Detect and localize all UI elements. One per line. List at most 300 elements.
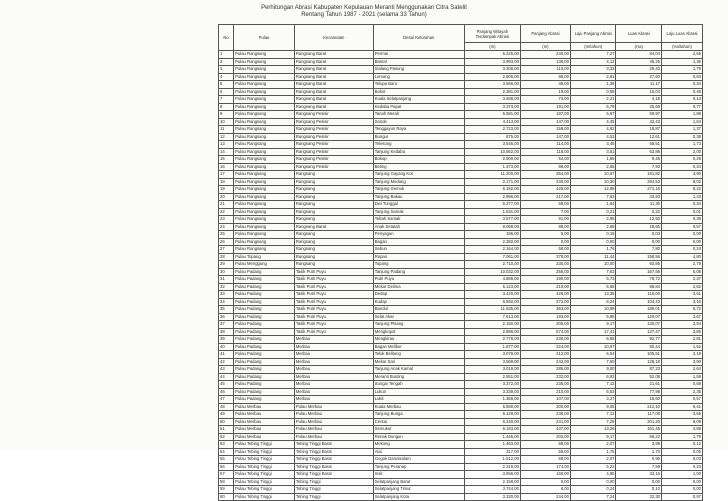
cell-desa: Kuala Merbau [373, 403, 464, 411]
cell-pulau: Pulau Merbau [234, 418, 295, 426]
table-row [219, 238, 703, 246]
abrasion-table [218, 24, 703, 501]
cell-pulau: Pulau Rangsang [234, 133, 295, 141]
cell-laju-luas: 5,08 [662, 268, 703, 276]
cell-laju-luas: 2,55 [662, 51, 703, 59]
cell-laju-panjang: 3,33 [570, 66, 616, 74]
cell-panjang-abrasi: 68,00 [520, 456, 570, 464]
cell-pulau: Pulau Rangsang [234, 73, 295, 81]
cell-luas-abrasi: 43,93 [616, 193, 662, 201]
cell-pulau: Pulau Rangsang [234, 216, 295, 224]
cell-panjang-wilayah: 5.590,00 [464, 403, 520, 411]
cell-panjang-abrasi: 45,00 [520, 81, 570, 89]
cell-panjang-wilayah: 317,00 [464, 448, 520, 456]
table-row [219, 321, 703, 329]
cell-laju-luas: 2,00 [662, 148, 703, 156]
cell-kecamatan: Rangsang [294, 186, 373, 194]
table-row [219, 493, 703, 501]
cell-laju-luas: 4,80 [662, 253, 703, 261]
cell-no: 15 [219, 156, 234, 164]
cell-panjang-wilayah: 1.366,00 [464, 396, 520, 404]
cell-laju-panjang: 1,36 [570, 81, 616, 89]
cell-no: 55 [219, 456, 234, 464]
cell-laju-panjang: 2,07 [570, 441, 616, 449]
cell-desa: Selatpanjang Kota [373, 493, 464, 501]
cell-kecamatan: Merbau [294, 381, 373, 389]
cell-laju-luas: 0,38 [662, 133, 703, 141]
cell-luas-abrasi: 3,99 [616, 441, 662, 449]
cell-laju-panjang: 4,45 [570, 118, 616, 126]
unit-laju-panjang: (m/tahun) [570, 43, 616, 51]
cell-laju-panjang: 13,35 [570, 291, 616, 299]
cell-panjang-abrasi: 7,00 [520, 208, 570, 216]
cell-kecamatan: Pulau Merbau [294, 403, 373, 411]
table-row [219, 261, 703, 269]
cell-laju-luas: 6,09 [662, 418, 703, 426]
cell-pulau: Pulau Rangsang [234, 103, 295, 111]
cell-laju-panjang: 11,44 [570, 253, 616, 261]
cell-kecamatan: Rangsang Barat [294, 81, 373, 89]
cell-laju-panjang: 0,00 [570, 238, 616, 246]
cell-laju-luas: 6,41 [662, 403, 703, 411]
cell-luas-abrasi: 212,10 [616, 403, 662, 411]
table-row [219, 478, 703, 486]
cell-pulau: Pulau Padang [234, 268, 295, 276]
cell-laju-panjang: 2,21 [570, 96, 616, 104]
cell-kecamatan: Rangsang [294, 193, 373, 201]
cell-panjang-wilayah: 6.592,00 [464, 298, 520, 306]
table-row [219, 148, 703, 156]
cell-desa: Kudap [373, 298, 464, 306]
cell-no: 27 [219, 246, 234, 254]
cell-laju-luas: 0,01 [662, 208, 703, 216]
cell-kecamatan: Rangsang [294, 216, 373, 224]
cell-panjang-abrasi: 187,00 [520, 111, 570, 119]
cell-panjang-wilayah: 2.551,00 [464, 373, 520, 381]
table-row [219, 366, 703, 374]
cell-kecamatan: Rangsang Barat [294, 58, 373, 66]
cell-kecamatan: Rangsang Barat [294, 73, 373, 81]
table-row [219, 298, 703, 306]
cell-laju-luas: 5,72 [662, 306, 703, 314]
cell-panjang-abrasi: 58,00 [520, 448, 570, 456]
cell-pulau: Pulau Rangsang [234, 171, 295, 179]
cell-no: 53 [219, 441, 234, 449]
cell-no: 49 [219, 411, 234, 419]
cell-luas-abrasi: 0,00 [616, 238, 662, 246]
cell-luas-abrasi: 18,60 [616, 396, 662, 404]
cell-panjang-wilayah: 2.778,00 [464, 336, 520, 344]
cell-laju-panjang: 5,86 [570, 313, 616, 321]
cell-panjang-abrasi: 235,00 [520, 381, 570, 389]
document-subtitle: Rentang Tahun 1987 - 2021 (selama 33 Tahun) [301, 12, 427, 18]
cell-desa: Semukut [373, 426, 464, 434]
cell-panjang-wilayah: 8.069,00 [464, 223, 520, 231]
cell-kecamatan: Merbau [294, 358, 373, 366]
cell-laju-luas: 0,77 [662, 103, 703, 111]
header-panjang-abrasi: Panjang Abrasi [520, 25, 570, 43]
cell-panjang-abrasi: 240,00 [520, 51, 570, 59]
cell-laju-luas: 1,79 [662, 66, 703, 74]
cell-laju-luas: 3,55 [662, 411, 703, 419]
cell-luas-abrasi: 50,44 [616, 343, 662, 351]
cell-pulau: Pulau Tebing Tinggi [234, 493, 295, 501]
cell-no: 59 [219, 486, 234, 494]
cell-kecamatan: Rangsang Pesisir [294, 163, 373, 171]
cell-kecamatan: Rangsang Barat [294, 66, 373, 74]
cell-luas-abrasi: 52,06 [616, 373, 662, 381]
cell-desa: Mengkirau [373, 336, 464, 344]
cell-desa: Anak Setatah [373, 223, 464, 231]
table-row [219, 471, 703, 479]
cell-luas-abrasi: 45,25 [616, 58, 662, 66]
cell-luas-abrasi: 63,86 [616, 148, 662, 156]
cell-kecamatan: Rangsang Pesisir [294, 148, 373, 156]
cell-desa: Tanjung Anak Kamal [373, 366, 464, 374]
cell-panjang-abrasi: 8,00 [520, 486, 570, 494]
table-row [219, 456, 703, 464]
cell-no: 17 [219, 171, 234, 179]
document-title: Perhitungan Abrasi Kabupaten Kepulauan Meranti Menggunakan Citra Satelit [261, 5, 467, 11]
table-row [219, 336, 703, 344]
table-row [219, 201, 703, 209]
table-row [219, 73, 703, 81]
cell-luas-abrasi: 201,20 [616, 418, 662, 426]
cell-laju-panjang: 12,88 [570, 186, 616, 194]
cell-laju-panjang: 3,51 [570, 148, 616, 156]
cell-panjang-abrasi: 324,00 [520, 343, 570, 351]
cell-laju-panjang: 1,75 [570, 448, 616, 456]
cell-panjang-wilayah: 2.150,00 [464, 321, 520, 329]
cell-panjang-wilayah: 3.320,00 [464, 493, 520, 501]
cell-luas-abrasi: 77,98 [616, 388, 662, 396]
table-row [219, 403, 703, 411]
cell-no: 1 [219, 51, 234, 59]
cell-laju-luas: 1,59 [662, 373, 703, 381]
cell-laju-luas: 0,00 [662, 478, 703, 486]
cell-no: 2 [219, 58, 234, 66]
cell-luas-abrasi: 11,17 [616, 81, 662, 89]
cell-no: 37 [219, 321, 234, 329]
cell-panjang-abrasi: 378,00 [520, 253, 570, 261]
cell-no: 29 [219, 261, 234, 269]
cell-panjang-wilayah: 2.996,00 [464, 193, 520, 201]
cell-panjang-abrasi: 58,00 [520, 246, 570, 254]
cell-luas-abrasi: 55,51 [616, 141, 662, 149]
cell-pulau: Pulau Merbau [234, 411, 295, 419]
table-row [219, 433, 703, 441]
cell-no: 58 [219, 478, 234, 486]
cell-panjang-wilayah: 1.445,00 [464, 433, 520, 441]
table-row [219, 133, 703, 141]
cell-panjang-abrasi: 58,00 [520, 201, 570, 209]
cell-laju-panjang: 0,58 [570, 88, 616, 96]
cell-desa: Tebah Samak [373, 216, 464, 224]
cell-laju-luas: 0,00 [662, 486, 703, 494]
cell-laju-luas: 8,02 [662, 178, 703, 186]
cell-luas-abrasi: 167,56 [616, 268, 662, 276]
cell-laju-luas: 1,84 [662, 118, 703, 126]
cell-laju-panjang: 6,58 [570, 336, 616, 344]
cell-panjang-abrasi: 174,00 [520, 463, 570, 471]
cell-luas-abrasi: 92,77 [616, 336, 662, 344]
cell-luas-abrasi: 59,22 [616, 433, 662, 441]
cell-desa: Tanjung Gayang Kot [373, 171, 464, 179]
cell-pulau: Pulau Rangsang [234, 88, 295, 96]
cell-laju-luas: 0,97 [662, 493, 703, 501]
cell-desa: Bandul [373, 306, 464, 314]
cell-laju-panjang: 4,85 [570, 471, 616, 479]
cell-desa: Topang [373, 261, 464, 269]
cell-panjang-abrasi: 354,00 [520, 171, 570, 179]
cell-desa: Tenggayun Raya [373, 126, 464, 134]
cell-laju-luas: 0,23 [662, 463, 703, 471]
cell-panjang-abrasi: 210,00 [520, 388, 570, 396]
cell-no: 36 [219, 313, 234, 321]
cell-panjang-wilayah: 3.308,00 [464, 66, 520, 74]
cell-desa: Gogok Darussalam [373, 456, 464, 464]
cell-pulau: Pulau Rangsang [234, 66, 295, 74]
cell-kecamatan: Merbau [294, 336, 373, 344]
table-row [219, 426, 703, 434]
cell-laju-luas: 3,51 [662, 291, 703, 299]
cell-panjang-wilayah: 3.546,00 [464, 141, 520, 149]
cell-kecamatan: Pulau Merbau [294, 433, 373, 441]
cell-pulau: Pulau Padang [234, 343, 295, 351]
cell-no: 39 [219, 336, 234, 344]
table-row [219, 186, 703, 194]
cell-kecamatan: Rangsang Barat [294, 223, 373, 231]
unit-panjang-abrasi: (m) [520, 43, 570, 51]
cell-pulau: Pulau Padang [234, 381, 295, 389]
cell-laju-luas: 2,64 [662, 366, 703, 374]
cell-laju-panjang: 2,07 [570, 456, 616, 464]
cell-panjang-wilayah: 2.158,00 [464, 478, 520, 486]
cell-luas-abrasi: 130,07 [616, 321, 662, 329]
cell-pulau: Pulau Rangsang [234, 223, 295, 231]
cell-desa: Sebun [373, 246, 464, 254]
cell-luas-abrasi: 120,07 [616, 313, 662, 321]
table-row [219, 111, 703, 119]
cell-luas-abrasi: 21,61 [616, 381, 662, 389]
cell-kecamatan: Tebing Tinggi Barat [294, 441, 373, 449]
cell-laju-panjang: 5,67 [570, 111, 616, 119]
table-row [219, 156, 703, 164]
cell-laju-panjang: 3,27 [570, 396, 616, 404]
cell-pulau: Pulau Padang [234, 336, 295, 344]
cell-desa: Teluk Belitung [373, 351, 464, 359]
cell-pulau: Pulau Tebing Tinggi [234, 448, 295, 456]
cell-panjang-abrasi: 0,00 [520, 238, 570, 246]
cell-panjang-abrasi: 217,00 [520, 193, 570, 201]
cell-panjang-abrasi: 89,00 [520, 223, 570, 231]
cell-panjang-wilayah: 5.123,00 [464, 283, 520, 291]
cell-laju-panjang: 2,68 [570, 223, 616, 231]
cell-no: 42 [219, 358, 234, 366]
cell-panjang-abrasi: 193,00 [520, 313, 570, 321]
table-row [219, 486, 703, 494]
cell-panjang-wilayah: 2.710,00 [464, 261, 520, 269]
cell-desa: Tanjung Peranap [373, 463, 464, 471]
table-row [219, 291, 703, 299]
cell-luas-abrasi: 27,60 [616, 73, 662, 81]
cell-luas-abrasi: 25,69 [616, 103, 662, 111]
cell-luas-abrasi: 0,22 [616, 208, 662, 216]
cell-desa: Repan [373, 253, 464, 261]
cell-pulau: Pulau Rangsang [234, 81, 295, 89]
cell-laju-luas: 0,12 [662, 441, 703, 449]
cell-luas-abrasi: 161,46 [616, 426, 662, 434]
cell-desa: Telesung [373, 141, 464, 149]
cell-kecamatan: Rangsang [294, 253, 373, 261]
cell-laju-panjang: 7,24 [570, 493, 616, 501]
cell-pulau: Pulau Rangsang [234, 126, 295, 134]
cell-luas-abrasi: 189,01 [616, 306, 662, 314]
cell-laju-luas: 1,00 [662, 471, 703, 479]
cell-panjang-abrasi: 272,00 [520, 298, 570, 306]
cell-laju-luas: 8,22 [662, 186, 703, 194]
cell-kecamatan: Pulau Merbau [294, 411, 373, 419]
cell-no: 41 [219, 351, 234, 359]
table-row [219, 231, 703, 239]
table-row [219, 58, 703, 66]
cell-luas-abrasi: 32,30 [616, 493, 662, 501]
cell-kecamatan: Rangsang [294, 231, 373, 239]
table-row [219, 163, 703, 171]
table-row [219, 118, 703, 126]
header-desa: Desa/ Kelurahan [373, 25, 464, 51]
cell-panjang-wilayah: 2.382,00 [464, 238, 520, 246]
cell-laju-panjang: 6,68 [570, 283, 616, 291]
cell-kecamatan: Rangsang [294, 246, 373, 254]
table-row [219, 141, 703, 149]
cell-kecamatan: Rangsang Pesisir [294, 141, 373, 149]
table-row [219, 358, 703, 366]
cell-laju-luas: 1,86 [662, 111, 703, 119]
cell-luas-abrasi: 0,10 [616, 486, 662, 494]
cell-panjang-wilayah: 10.032,00 [464, 268, 520, 276]
cell-pulau: Pulau Tebing Tinggi [234, 456, 295, 464]
cell-laju-panjang: 6,93 [570, 373, 616, 381]
cell-panjang-abrasi: 241,00 [520, 418, 570, 426]
cell-panjang-abrasi: 91,00 [520, 216, 570, 224]
cell-pulau: Pulau Merbau [234, 426, 295, 434]
cell-panjang-wilayah: 2.164,00 [464, 246, 520, 254]
cell-panjang-wilayah: 3.656,00 [464, 471, 520, 479]
cell-laju-luas: 0,13 [662, 96, 703, 104]
cell-desa: Sungai Tengah [373, 381, 464, 389]
cell-laju-panjang: 10,99 [570, 306, 616, 314]
cell-luas-abrasi: 84,04 [616, 51, 662, 59]
table-row [219, 283, 703, 291]
cell-panjang-abrasi: 425,00 [520, 186, 570, 194]
cell-panjang-wilayah: 6.240,00 [464, 418, 520, 426]
cell-luas-abrasi: 161,82 [616, 171, 662, 179]
table-row [219, 103, 703, 111]
cell-panjang-abrasi: 305,00 [520, 321, 570, 329]
cell-kecamatan: Merbau [294, 351, 373, 359]
cell-luas-abrasi: 1,70 [616, 448, 662, 456]
cell-pulau: Pulau Padang [234, 291, 295, 299]
cell-laju-luas: 2,79 [662, 261, 703, 269]
cell-pulau: Pulau Rangsang [234, 231, 295, 239]
cell-laju-luas: 3,67 [662, 313, 703, 321]
table-row [219, 223, 703, 231]
cell-no: 46 [219, 388, 234, 396]
cell-laju-panjang: 10,07 [570, 343, 616, 351]
cell-desa: Lukun [373, 388, 464, 396]
cell-panjang-wilayah: 5.277,00 [464, 201, 520, 209]
cell-kecamatan: Rangsang Barat [294, 96, 373, 104]
cell-laju-luas: 2,37 [662, 276, 703, 284]
cell-pulau: Pulau Padang [234, 358, 295, 366]
header-panjang-wilayah: Panjang Wilayah Terdampak Abrasi [464, 25, 520, 43]
cell-kecamatan: Tebing Tinggi Barat [294, 471, 373, 479]
cell-panjang-wilayah: 6.192,00 [464, 186, 520, 194]
cell-laju-panjang: 6,54 [570, 351, 616, 359]
cell-panjang-wilayah: 675,00 [464, 133, 520, 141]
cell-pulau: Pulau Padang [234, 388, 295, 396]
cell-pulau: Pulau Padang [234, 351, 295, 359]
cell-kecamatan: Tasik Putri Puyu [294, 291, 373, 299]
cell-no: 23 [219, 216, 234, 224]
cell-pulau: Pulau Padang [234, 366, 295, 374]
table-row [219, 126, 703, 134]
cell-panjang-wilayah: 1.463,00 [464, 441, 520, 449]
cell-panjang-wilayah: 1.512,00 [464, 456, 520, 464]
cell-panjang-wilayah: 4.413,00 [464, 118, 520, 126]
cell-laju-panjang: 13,26 [570, 426, 616, 434]
cell-desa: Mekar Sari [373, 358, 464, 366]
cell-laju-panjang: 7,27 [570, 51, 616, 59]
cell-desa: Insit [373, 471, 464, 479]
cell-luas-abrasi: 29,43 [616, 66, 662, 74]
cell-laju-panjang: 7,60 [570, 358, 616, 366]
cell-luas-abrasi: 18,65 [616, 223, 662, 231]
cell-desa: Selatpanjang Timur [373, 486, 464, 494]
cell-panjang-abrasi: 285,00 [520, 366, 570, 374]
cell-panjang-wilayah: 3.577,00 [464, 216, 520, 224]
cell-no: 57 [219, 471, 234, 479]
cell-luas-abrasi: 7,80 [616, 246, 662, 254]
cell-panjang-wilayah: 2.886,00 [464, 328, 520, 336]
cell-laju-panjang: 17,41 [570, 328, 616, 336]
cell-laju-luas: 3,90 [662, 358, 703, 366]
cell-desa: Sonde [373, 118, 464, 126]
cell-no: 32 [219, 283, 234, 291]
cell-kecamatan: Rangsang Barat [294, 51, 373, 59]
cell-kecamatan: Rangsang Pesisir [294, 156, 373, 164]
cell-pulau: Pulau Rangsang [234, 111, 295, 119]
cell-luas-abrasi: 59,97 [616, 111, 662, 119]
table-row [219, 328, 703, 336]
cell-no: 5 [219, 81, 234, 89]
header-laju-luas: Laju Luas Abrasi [662, 25, 703, 43]
cell-panjang-wilayah: 11.635,00 [464, 306, 520, 314]
cell-panjang-abrasi: 236,00 [520, 411, 570, 419]
cell-luas-abrasi: 0,03 [616, 231, 662, 239]
cell-pulau: Pulau Padang [234, 328, 295, 336]
cell-panjang-abrasi: 110,00 [520, 66, 570, 74]
cell-laju-luas: 2,62 [662, 283, 703, 291]
cell-laju-luas: 0,03 [662, 456, 703, 464]
cell-no: 50 [219, 418, 234, 426]
cell-no: 26 [219, 238, 234, 246]
cell-panjang-wilayah: 1.373,00 [464, 163, 520, 171]
cell-laju-panjang: 7,63 [570, 268, 616, 276]
cell-laju-panjang: 4,82 [570, 126, 616, 134]
cell-no: 21 [219, 201, 234, 209]
